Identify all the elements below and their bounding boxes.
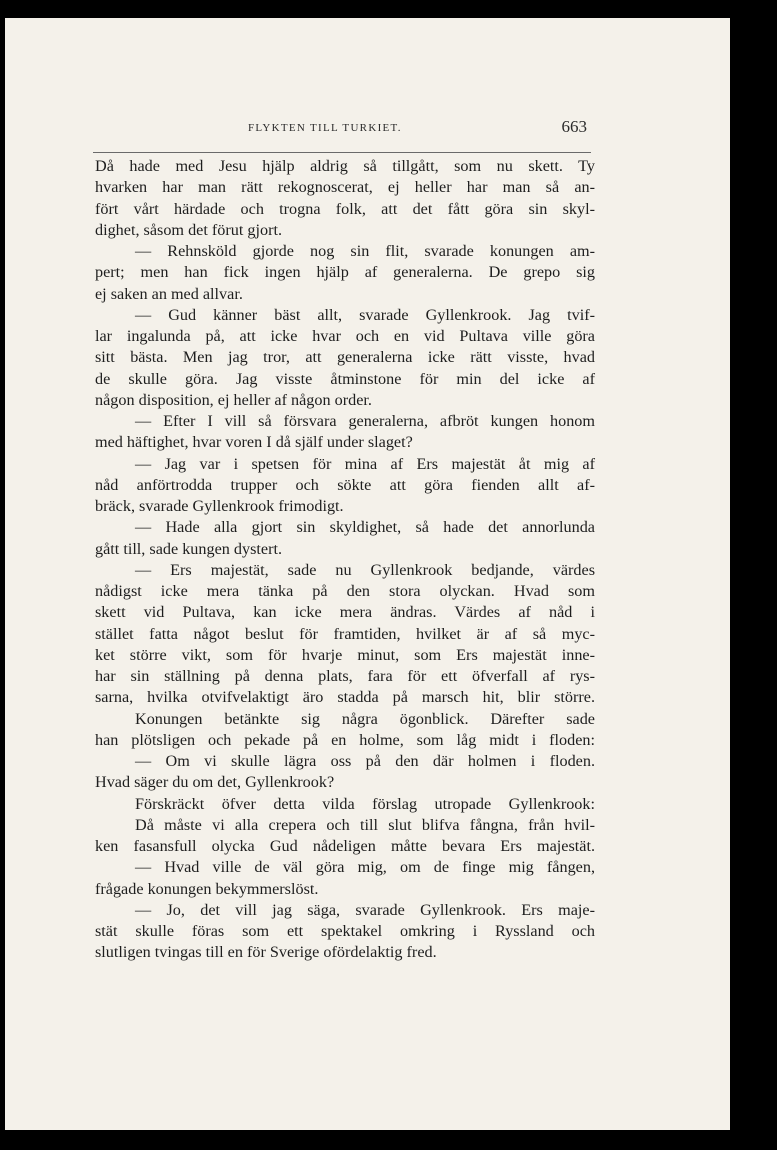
text-line: lar ingalunda på, att icke hvar och en vid Pultava ville göra [95,327,595,345]
text-line: stät skulle föras som ett spektakel omkring i Ryssland och [95,922,595,940]
text-line: Hvad säger du om det, Gyllenkrook? [95,773,335,792]
text-line: slutligen tvingas till en för Sverige ofördelaktig fred. [95,943,437,962]
text-line: frågade konungen bekymmerslöst. [95,879,319,898]
text-line: — Hade alla gjort sin skyldighet, så hade det annorlunda [135,518,595,537]
text-line: fört vårt härdade och trogna folk, att det fått göra sin skyl- [95,199,595,218]
text-line: — Jag var i spetsen för mina af Ers majestät åt mig af [135,454,595,473]
body-text [95,156,595,964]
text-line: Då måste vi alla crepera och till slut blifva fångna, från hvil- [135,815,595,834]
text-line: hvarken har man rätt rekognoscerat, ej heller har man så an- [95,178,595,197]
text-line: Konungen betänkte sig några ögonblick. Därefter sade [135,709,595,728]
text-line: Förskräckt öfver detta vilda förslag utropade Gyllenkrook: [135,794,595,813]
text-line: han plötsligen och pekade på en holme, som låg midt i floden: [95,730,595,749]
text-line: — Hvad ville de väl göra mig, om de finge mig fången, [135,858,595,877]
text-line: — Om vi skulle lägra oss på den där holmen i floden. [135,752,595,770]
text-line: sarna, hvilka otvifvelaktigt äro stadda på marsch hit, blir större. [95,688,595,707]
text-line: ej saken an med allvar. [95,284,243,303]
text-line: någon disposition, ej heller af någon order. [95,390,372,409]
text-line: — Rehnsköld gjorde nog sin flit, svarade konungen am- [135,242,595,260]
text-line: — Gud känner bäst allt, svarade Gyllenkrook. Jag tvif- [135,305,595,324]
text-line: bräck, svarade Gyllenkrook frimodigt. [95,497,344,515]
text-line: har sin ställning på denna plats, fara för ett öfverfall af rys- [95,667,595,685]
text-line: nåd anförtrodda trupper och sökte att göra fienden allt af- [95,475,595,494]
page-header [93,116,591,153]
text-line: dighet, såsom det förut gjort. [95,220,283,239]
text-line: sitt bästa. Men jag tror, att generalerna icke rätt visste, hvad [95,348,595,367]
running-title: FLYKTEN TILL TURKIET. [248,122,402,134]
text-line: — Ers majestät, sade nu Gyllenkrook bedjande, värdes [135,560,595,579]
text-line: de skulle göra. Jag visste åtminstone för min del icke af [95,369,595,388]
text-line: stället fatta något beslut för framtiden, hvilket är af så myc- [95,624,595,643]
text-line: gått till, sade kungen dystert. [95,539,283,558]
page-number: 663 [561,117,587,136]
book-page [5,18,730,1130]
text-line: ken fasansfull olycka Gud nådeligen måtte bevara Ers majestät. [95,837,595,855]
text-line: nådigst icke mera tänka på den stora olyckan. Hvad som [95,582,595,600]
text-line: — Jo, det vill jag säga, svarade Gyllenkrook. Ers maje- [135,900,595,919]
text-line: pert; men han fick ingen hjälp af generalerna. De grepo sig [95,263,595,282]
text-line: med häftighet, hvar voren I då själf under slaget? [95,433,413,452]
text-line: ket större vikt, som för hvarje minut, som Ers majestät inne- [95,645,595,664]
text-line: Då hade med Jesu hjälp aldrig så tillgått, som nu skett. Ty [95,157,595,175]
text-line: skett vid Pultava, kan icke mera ändras. Värdes af nåd i [95,603,595,622]
text-line: — Efter I vill så försvara generalerna, afbröt kungen honom [135,412,595,430]
